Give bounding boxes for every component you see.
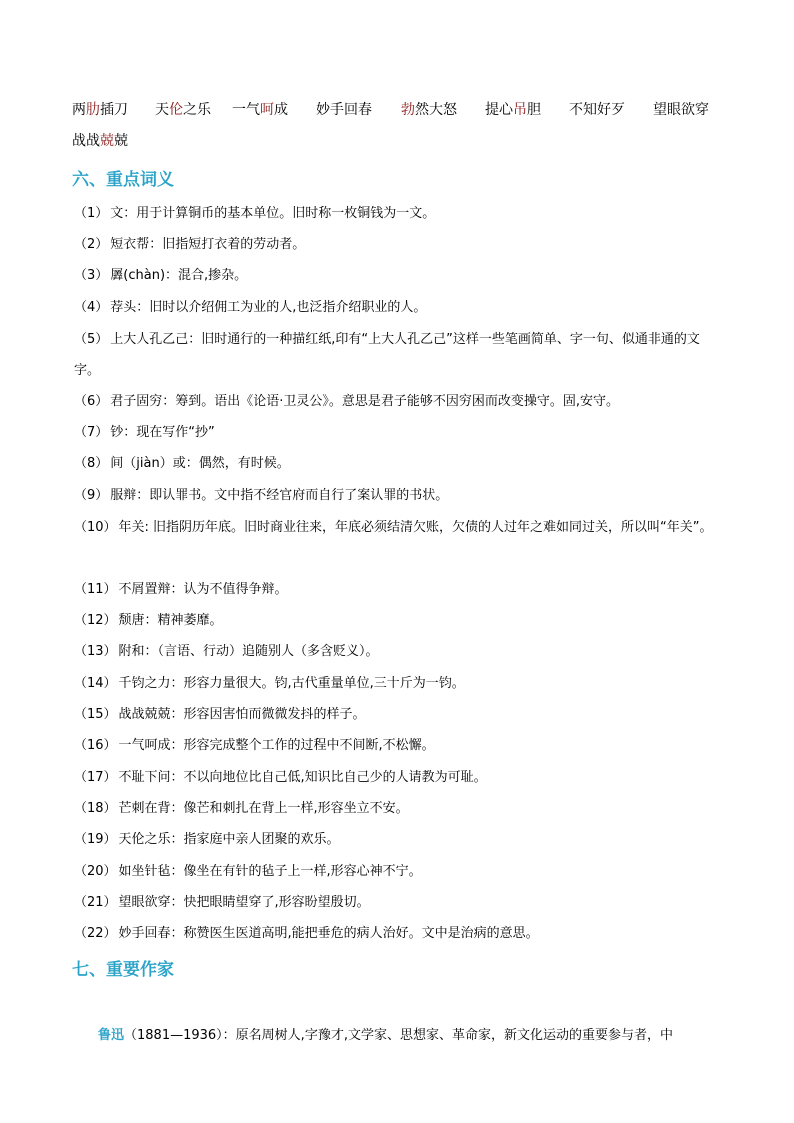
idiom-item: 战战兢兢 (72, 133, 128, 149)
definition-item: （17） 不耻下问：不以向地位比自己低,知识比自己少的人请教为可耻。 (74, 770, 487, 785)
definition-item: （5） 上大人孔乙己：旧时通行的一种描红纸,印有“上大人孔乙己”这样一些笔画简单、字一句、似通非通的文字。 (74, 332, 700, 378)
idiom-item: 天伦之乐 (155, 102, 211, 118)
author-description: （1881—1936）：原名周树人,字豫才,文学家、思想家、革命家，新文化运动的重要参与者，中 (124, 1028, 673, 1043)
idiom-item: 两肋插刀 (72, 102, 128, 118)
definition-item: （19） 天伦之乐：指家庭中亲人团聚的欢乐。 (74, 832, 340, 847)
definition-item: （7） 钞：现在写作“抄” (74, 425, 215, 440)
definition-item: （12） 颓唐：精神萎靡。 (74, 613, 223, 628)
idiom-item: 提心吊胆 (485, 102, 541, 118)
idiom-list (72, 100, 732, 120)
definition-item: （16） 一气呵成：形容完成整个工作的过程中不间断,不松懈。 (74, 738, 435, 753)
author-entry (72, 1026, 732, 1046)
section-heading-key-word-meanings: 六、重点词义 (72, 170, 174, 190)
definition-item: （22） 妙手回春：称赞医生医道高明,能把垂危的病人治好。文中是治病的意思。 (74, 926, 539, 941)
definition-item: （13） 附和：（言语、行动）追随别人（多含贬义）。 (74, 644, 379, 659)
definition-item: （10） 年关: 旧指阴历年底。旧时商业往来，年底必须结清欠账，欠债的人过年之难如同过关，所以叫“年关”。 (74, 520, 713, 535)
definition-item: （1） 文：用于计算铜币的基本单位。旧时称一枚铜钱为一文。 (74, 206, 436, 221)
definition-item: （8） 间（jiàn）或：偶然，有时候。 (74, 456, 290, 471)
definition-item: （4） 荐头：旧时以介绍佣工为业的人,也泛指介绍职业的人。 (74, 300, 427, 315)
definition-item: （2） 短衣帮：旧指短打衣着的劳动者。 (74, 237, 306, 252)
idiom-item: 一气呵成 (232, 102, 288, 118)
section-heading-important-authors: 七、重要作家 (72, 960, 174, 980)
definition-item: （6） 君子固穷：筹到。语出《论语·卫灵公》。意思是君子能够不因穷困而改变操守。固,安守。 (74, 394, 620, 409)
definition-item: （20） 如坐针毡：像坐在有针的毡子上一样,形容心神不宁。 (74, 864, 422, 879)
definition-item: （14） 千钧之力：形容力量很大。钧,古代重量单位,三十斤为一钧。 (74, 676, 465, 691)
definition-item: （18） 芒刺在背：像芒和刺扎在背上一样,形容坐立不安。 (74, 801, 409, 816)
definition-item: （9） 服辩：即认罪书。文中指不经官府而自行了案认罪的书状。 (74, 488, 449, 503)
idiom-item: 不知好歹 (569, 102, 625, 118)
idiom-item: 勃然大怒 (401, 102, 457, 118)
author-name: 鲁迅 (98, 1028, 125, 1043)
definition-item: （21） 望眼欲穿：快把眼睛望穿了,形容盼望殷切。 (74, 895, 370, 910)
idiom-item: 妙手回春 (316, 102, 372, 118)
idiom-item: 望眼欲穿 (653, 102, 709, 118)
definition-item: （3） 羼(chàn)：混合,掺杂。 (74, 268, 248, 283)
definition-item: （11） 不屑置辩：认为不值得争辩。 (74, 582, 288, 597)
definition-item: （15） 战战兢兢：形容因害怕而微微发抖的样子。 (74, 707, 366, 722)
